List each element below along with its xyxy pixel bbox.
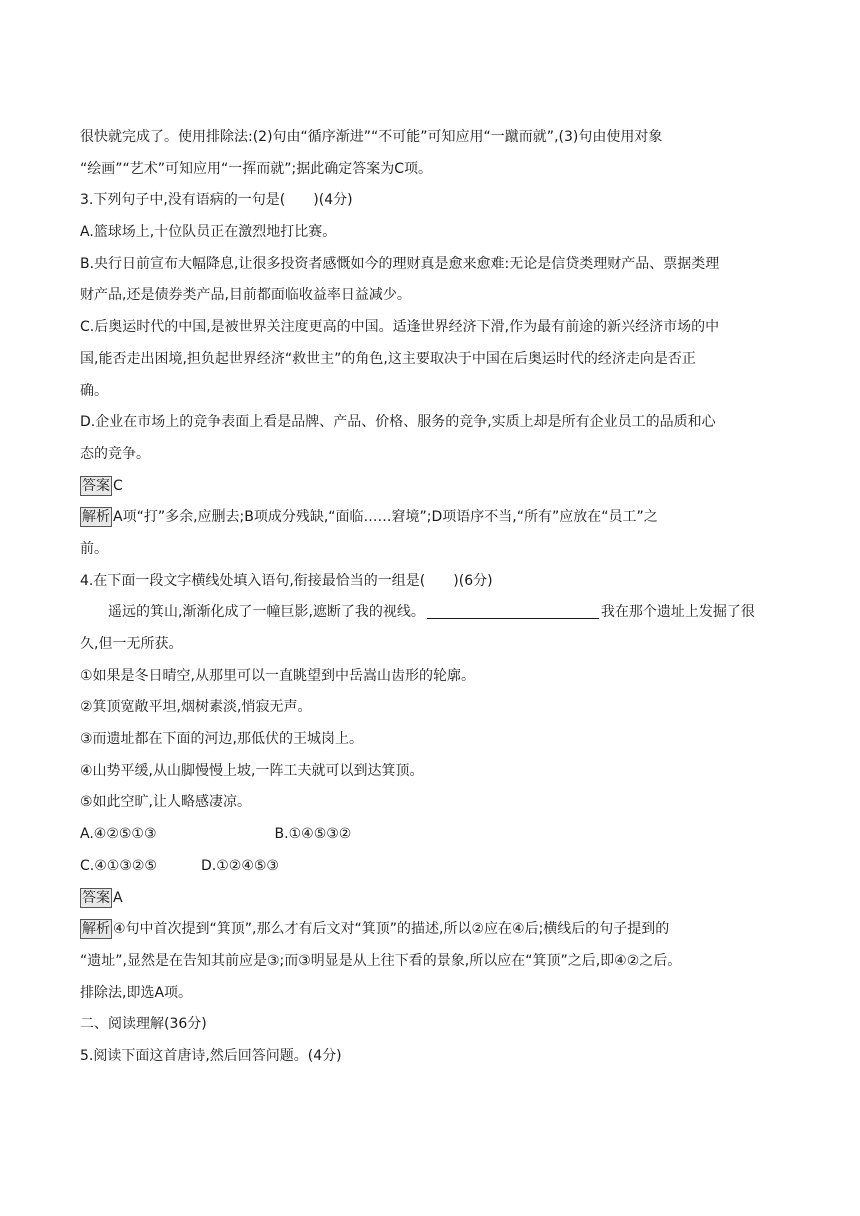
passage-text: 我在那个遗址上发掘了很 <box>600 604 755 621</box>
question-4-answer <box>80 883 782 915</box>
sentence-2: ②箕顶宽敞平坦,烟树素淡,悄寂无声。 <box>80 699 312 716</box>
text-line: 很快就完成了。使用排除法:(2)句由“循序渐进”“不可能”可知应用“一蹴而就”,(3)句由使用对象 <box>80 129 663 145</box>
question-4-stem: 4.在下面一段文字横线处填入语句,衔接最恰当的一组是( )(6分) <box>80 572 493 589</box>
question-3-option-c: C.后奥运时代的中国,是被世界关注度更高的中国。适逢世界经济下滑,作为最有前途的新兴经济市场的中 <box>80 319 720 336</box>
sentence-3: ③而遗址都在下面的河边,那低伏的王城岗上。 <box>80 731 363 748</box>
question-3-analysis <box>80 502 782 534</box>
fill-blank <box>427 602 599 619</box>
question-3-option-d: D.企业在市场上的竞争表面上看是品牌、产品、价格、服务的竞争,实质上却是所有企业员工的品质和心 <box>80 414 716 431</box>
analysis-tag: 解析 <box>82 921 110 938</box>
question-4-passage <box>80 597 782 629</box>
sentence-1: ①如果是冬日晴空,从那里可以一直眺望到中岳嵩山齿形的轮廓。 <box>80 667 475 684</box>
analysis-text: ④句中首次提到“箕顶”,那么才有后文对“箕顶”的描述,所以②应在④后;横线后的句子提到的 <box>113 921 670 938</box>
question-3-option-b-cont: 财产品,还是债券类产品,目前都面临收益率日益减少。 <box>80 287 411 304</box>
question-3-option-d-cont: 态的竞争。 <box>80 445 150 462</box>
answer-tag: 答案 <box>82 889 110 906</box>
question-3-option-a: A.篮球场上,十位队员正在激烈地打比赛。 <box>80 224 337 241</box>
question-4-options-ab <box>80 819 782 851</box>
question-5-stem: 5.阅读下面这首唐诗,然后回答问题。(4分) <box>80 1047 342 1064</box>
question-4-analysis-cont: “遗址”,显然是在告知其前应是③;而③明显是从上往下看的景象,所以应在“箕顶”之后,即④②之后。 <box>80 952 682 969</box>
option-d: D.①②④⑤③ <box>200 857 279 874</box>
question-4-analysis <box>80 914 782 946</box>
question-3-stem: 3.下列句子中,没有语病的一句是( )(4分) <box>80 192 353 209</box>
question-4-options-cd <box>80 851 782 883</box>
analysis-text: A项“打”多余,应删去;B项成分残缺,“面临……窘境”;D项语序不当,“所有”应放在“员工”之 <box>113 509 658 526</box>
question-3-answer <box>80 471 782 503</box>
passage-text: 遥远的箕山,渐渐化成了一幢巨影,遮断了我的视线。 <box>108 604 425 621</box>
analysis-tag: 解析 <box>82 509 110 526</box>
question-3-option-b: B.央行日前宣布大幅降息,让很多投资者感慨如今的理财真是愈来愈难:无论是信贷类理财产品、票据类理 <box>80 255 720 272</box>
answer-value: A <box>113 889 123 906</box>
answer-value: C <box>113 477 123 494</box>
option-a: A.④②⑤①③ <box>80 826 157 843</box>
question-3-option-c-cont: 国,能否走出困境,担负起世界经济“救世主”的角色,这主要取决于中国在后奥运时代的经济走向是否正 <box>80 350 696 367</box>
option-b: B.①④⑤③② <box>274 826 352 843</box>
question-3-analysis-cont: 前。 <box>80 540 108 557</box>
question-4-passage-cont: 久,但一无所获。 <box>80 636 183 652</box>
question-4-analysis-cont: 排除法,即选A项。 <box>80 984 193 1001</box>
option-c: C.④①③②⑤ <box>80 857 157 874</box>
answer-tag: 答案 <box>82 477 110 494</box>
section-heading: 二、阅读理解(36分) <box>80 1016 207 1033</box>
sentence-4: ④山势平缓,从山脚慢慢上坡,一阵工夫就可以到达箕顶。 <box>80 762 424 779</box>
text-line: “绘画”“艺术”可知应用“一挥而就”;据此确定答案为C项。 <box>80 160 433 177</box>
sentence-5: ⑤如此空旷,让人略感凄凉。 <box>80 794 252 811</box>
question-3-option-c-cont: 确。 <box>80 382 108 399</box>
